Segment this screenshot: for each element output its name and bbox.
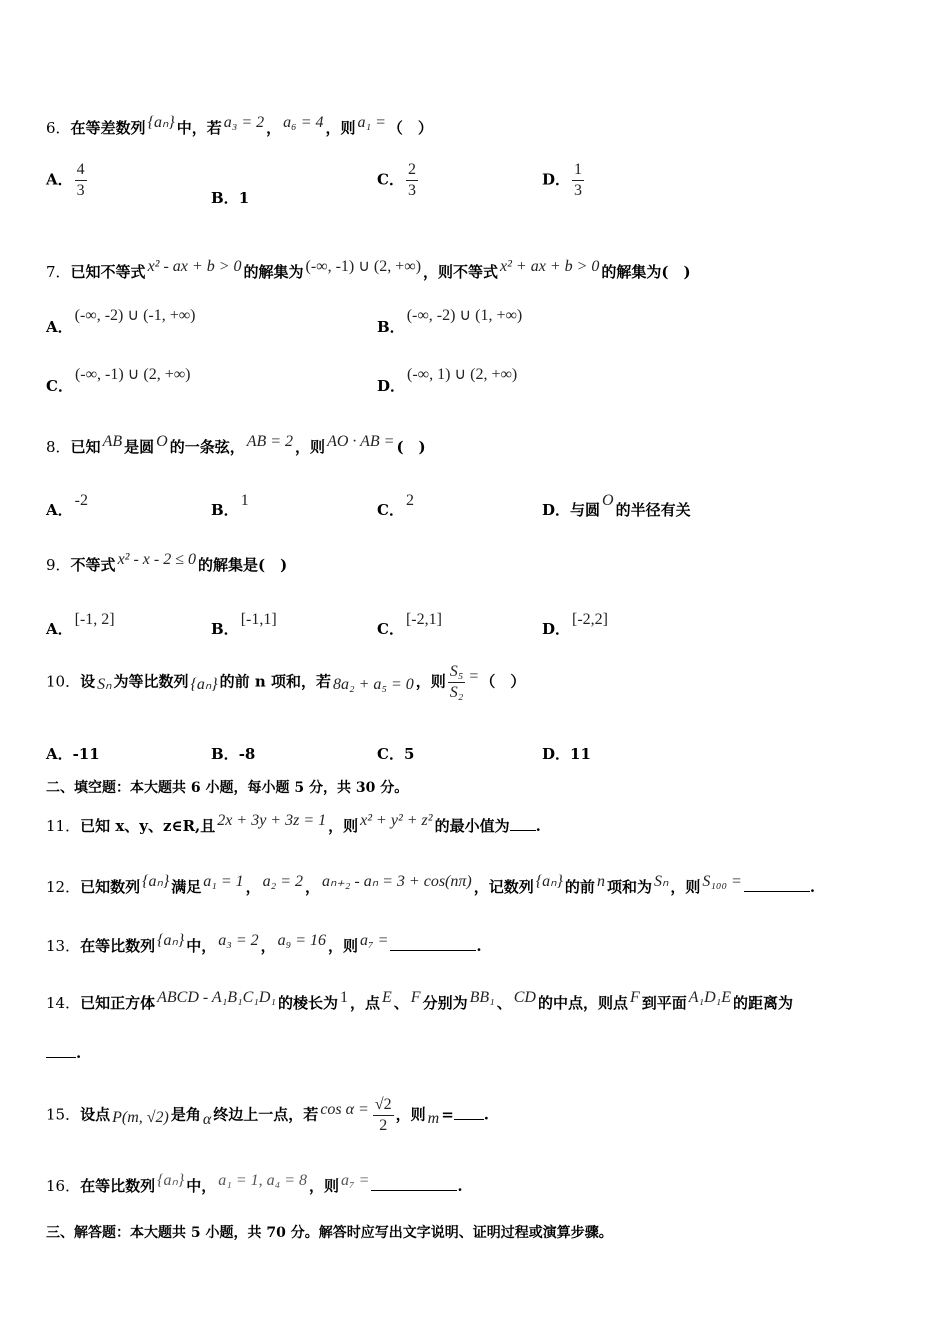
math-expr: a₁ = 1, a₄ = 8 bbox=[218, 1172, 308, 1189]
question-10 bbox=[46, 662, 525, 703]
option-value: -8 bbox=[238, 745, 256, 763]
numerator: S₅ bbox=[448, 662, 466, 683]
math-expr: S₁₀₀ = bbox=[702, 873, 742, 890]
question-13 bbox=[46, 930, 482, 956]
question-text: 中， bbox=[186, 1177, 217, 1195]
question-text: 的棱长为 bbox=[277, 994, 338, 1012]
math-expr: E bbox=[381, 989, 392, 1006]
option-d bbox=[542, 492, 691, 520]
option-b bbox=[377, 305, 524, 337]
option-label: A． bbox=[46, 170, 73, 189]
answer-blank[interactable] bbox=[454, 1105, 484, 1120]
math-expr: BB₁ bbox=[469, 989, 495, 1006]
denominator: S₂ bbox=[449, 684, 464, 701]
math-expr: {aₙ} bbox=[147, 114, 175, 131]
question-text: 设 bbox=[80, 672, 96, 691]
question-text: 在等差数列 bbox=[70, 119, 146, 137]
question-12 bbox=[46, 871, 815, 897]
option-value: 1 bbox=[240, 492, 249, 509]
option-d bbox=[377, 364, 519, 396]
option-b bbox=[211, 611, 279, 639]
denominator: 2 bbox=[379, 1117, 388, 1134]
math-expr: 1 bbox=[339, 989, 348, 1006]
question-text: 终边上一点，若 bbox=[213, 1105, 319, 1124]
option-label: B． bbox=[211, 189, 239, 207]
fraction bbox=[406, 160, 418, 201]
math-expr: ABCD - A₁B₁C₁D₁ bbox=[157, 989, 276, 1006]
math-expr: F bbox=[629, 989, 640, 1006]
question-text: ，点 bbox=[349, 994, 380, 1012]
option-c bbox=[377, 743, 414, 764]
math-expr: cos α = bbox=[320, 1100, 369, 1118]
option-value: 5 bbox=[403, 745, 415, 763]
option-label: C． bbox=[377, 170, 404, 189]
math-expr: a₆ = 4 bbox=[283, 114, 324, 131]
question-text: 已知数列 bbox=[80, 878, 141, 896]
question-text: . bbox=[535, 817, 541, 835]
question-text: 的解集为( ) bbox=[601, 263, 691, 281]
question-text: ，记数列 bbox=[473, 878, 534, 896]
option-value: 2 bbox=[405, 492, 414, 509]
section-heading-problems: 三、解答题：本大题共 5 小题，共 70 分。解答时应写出文字说明、证明过程或演算步骤。 bbox=[46, 1225, 613, 1241]
question-text: ，则 bbox=[309, 1177, 340, 1195]
math-expr: a₉ = 16 bbox=[277, 932, 327, 949]
math-expr: AB bbox=[102, 433, 123, 450]
question-14-continued bbox=[46, 1043, 81, 1062]
option-d bbox=[542, 611, 610, 639]
math-expr: A₁D₁E bbox=[688, 989, 731, 1006]
option-label: A． bbox=[46, 620, 73, 638]
question-text: ，则 bbox=[670, 878, 701, 896]
option-value: 与圆 bbox=[570, 501, 601, 519]
fraction bbox=[572, 160, 584, 201]
option-value: -11 bbox=[72, 745, 100, 763]
math-expr: n bbox=[596, 873, 605, 890]
math-expr: AB = 2 bbox=[246, 433, 294, 450]
question-16 bbox=[46, 1170, 463, 1196]
math-expr: F bbox=[410, 989, 421, 1006]
fraction bbox=[75, 160, 87, 201]
option-b bbox=[211, 492, 251, 520]
question-text: ，则 bbox=[415, 672, 446, 691]
question-text: ， bbox=[305, 878, 321, 896]
question-text: . bbox=[809, 878, 816, 896]
question-text: ， bbox=[260, 937, 276, 955]
option-label: C． bbox=[46, 377, 73, 395]
question-text: = bbox=[441, 1105, 454, 1124]
math-expr: x² + y² + z² bbox=[360, 812, 433, 829]
math-expr: O bbox=[602, 492, 614, 509]
question-text: （ ） bbox=[387, 119, 433, 137]
math-expr: {aₙ} bbox=[157, 932, 185, 949]
question-8 bbox=[46, 433, 426, 457]
option-b bbox=[211, 187, 249, 208]
option-value: (-∞, -1) ∪ (2, +∞) bbox=[74, 366, 191, 383]
question-text: . bbox=[483, 1105, 490, 1124]
question-text: 不等式 bbox=[70, 556, 116, 574]
question-text: ， bbox=[245, 878, 261, 896]
question-11 bbox=[46, 812, 541, 836]
answer-blank[interactable] bbox=[390, 936, 476, 951]
option-value: [-2,2] bbox=[572, 611, 608, 628]
question-text: 为等比数列 bbox=[113, 672, 189, 691]
option-a bbox=[46, 743, 100, 764]
question-text: 是角 bbox=[170, 1105, 201, 1124]
denominator: 3 bbox=[76, 182, 85, 199]
math-expr: a₇ = bbox=[360, 932, 389, 949]
math-expr: Sₙ bbox=[653, 873, 669, 890]
question-text: 的前 bbox=[564, 878, 595, 896]
numerator: 2 bbox=[406, 160, 418, 181]
math-expr: a₃ = 2 bbox=[223, 114, 265, 131]
question-text: ，则 bbox=[328, 937, 359, 955]
question-9 bbox=[46, 551, 287, 575]
option-a bbox=[46, 492, 90, 520]
question-number: 6． bbox=[46, 119, 71, 137]
question-number: 12． bbox=[46, 878, 81, 896]
question-text: 的前 n 项和，若 bbox=[219, 672, 332, 691]
answer-blank[interactable] bbox=[371, 1176, 457, 1191]
option-d bbox=[542, 743, 591, 764]
option-label: D． bbox=[542, 501, 571, 519]
question-text: . bbox=[457, 1177, 463, 1195]
question-text: ， bbox=[266, 119, 282, 137]
option-label: A． bbox=[46, 745, 73, 763]
question-text: 到平面 bbox=[641, 994, 687, 1012]
math-expr: {aₙ} bbox=[157, 1172, 185, 1189]
question-text: 已知 x、y、z∈R,且 bbox=[80, 817, 216, 835]
option-value: 的半径有关 bbox=[615, 501, 691, 519]
math-expr: α bbox=[202, 1110, 212, 1128]
option-label: D． bbox=[542, 170, 571, 189]
math-expr: x² - ax + b > 0 bbox=[147, 258, 242, 275]
question-text: （ ） bbox=[480, 672, 526, 691]
option-a bbox=[46, 305, 197, 337]
option-a bbox=[46, 611, 117, 639]
option-b bbox=[211, 743, 255, 764]
option-label: B． bbox=[211, 501, 239, 519]
option-label: D． bbox=[542, 745, 571, 763]
option-label: B． bbox=[211, 620, 239, 638]
question-text: 设点 bbox=[80, 1105, 111, 1124]
question-text: . bbox=[76, 1044, 82, 1062]
question-text: 已知正方体 bbox=[80, 994, 156, 1012]
question-text: 的解集是( ) bbox=[198, 556, 288, 574]
question-text: . bbox=[476, 937, 482, 955]
question-text: 满足 bbox=[171, 878, 202, 896]
option-c bbox=[46, 364, 192, 396]
question-7 bbox=[46, 256, 691, 282]
question-text: 项和为 bbox=[606, 878, 652, 896]
denominator: 3 bbox=[407, 182, 416, 199]
option-label: D． bbox=[542, 620, 571, 638]
question-number: 16． bbox=[46, 1177, 81, 1195]
question-text: 的中点，则点 bbox=[537, 994, 628, 1012]
question-text: 中，若 bbox=[176, 119, 222, 137]
question-number: 9． bbox=[46, 556, 71, 574]
question-text: 已知 bbox=[70, 438, 101, 456]
question-text: 在等比数列 bbox=[80, 937, 156, 955]
option-value: 1 bbox=[238, 189, 250, 207]
question-text: 已知不等式 bbox=[70, 263, 146, 281]
math-expr: {aₙ} bbox=[142, 873, 170, 890]
question-text: ，则 bbox=[295, 438, 326, 456]
option-value: [-2,1] bbox=[405, 611, 442, 628]
answer-blank[interactable] bbox=[744, 877, 810, 892]
answer-blank[interactable] bbox=[46, 1043, 76, 1058]
numerator: 4 bbox=[75, 160, 87, 181]
math-expr: AO · AB = bbox=[327, 433, 395, 450]
math-expr: Sₙ bbox=[97, 675, 112, 693]
math-expr: a₁ = 1 bbox=[203, 873, 244, 890]
denominator: 3 bbox=[574, 182, 583, 199]
math-expr: 8a₂ + a₅ = 0 bbox=[333, 675, 414, 693]
question-number: 7． bbox=[46, 263, 71, 281]
option-a bbox=[46, 160, 89, 201]
option-c bbox=[377, 492, 416, 520]
math-expr: 2x + 3y + 3z = 1 bbox=[217, 812, 327, 829]
math-expr: a₃ = 2 bbox=[218, 932, 259, 949]
option-c bbox=[377, 160, 420, 201]
option-label: A． bbox=[46, 318, 73, 336]
question-text: 的解集为 bbox=[243, 263, 304, 281]
option-label: A． bbox=[46, 501, 73, 519]
option-value: (-∞, -2) ∪ (-1, +∞) bbox=[74, 307, 196, 324]
question-text: ，则 bbox=[395, 1105, 426, 1124]
option-label: D． bbox=[377, 377, 406, 395]
option-value: 11 bbox=[570, 745, 591, 763]
math-expr: (-∞, -1) ∪ (2, +∞) bbox=[305, 258, 422, 275]
math-expr: m bbox=[427, 1109, 440, 1127]
option-label: B． bbox=[211, 745, 239, 763]
math-expr: O bbox=[156, 433, 168, 450]
math-expr: a₁ = bbox=[357, 114, 386, 131]
option-value: (-∞, -2) ∪ (1, +∞) bbox=[406, 307, 523, 324]
question-text: 分别为 bbox=[422, 994, 468, 1012]
question-text: 的一条弦， bbox=[169, 438, 245, 456]
question-text: ( ) bbox=[396, 438, 426, 456]
math-expr: a₇ = bbox=[341, 1172, 370, 1189]
question-text: ，则 bbox=[328, 817, 359, 835]
numerator: 1 bbox=[572, 160, 584, 181]
question-14 bbox=[46, 989, 793, 1013]
math-expr: x² + ax + b > 0 bbox=[500, 258, 600, 275]
option-label: C． bbox=[377, 620, 404, 638]
option-value: [-1,1] bbox=[240, 611, 277, 628]
option-c bbox=[377, 611, 444, 639]
question-text: 中， bbox=[186, 937, 217, 955]
question-text: 、 bbox=[496, 994, 512, 1012]
option-value: [-1, 2] bbox=[74, 611, 115, 628]
question-number: 11． bbox=[46, 817, 81, 835]
question-number: 8． bbox=[46, 438, 71, 456]
question-text: 在等比数列 bbox=[80, 1177, 156, 1195]
question-text: 是圆 bbox=[124, 438, 155, 456]
question-text: 的最小值为 bbox=[434, 817, 510, 835]
math-expr: CD bbox=[513, 989, 536, 1006]
question-number: 14． bbox=[46, 994, 81, 1012]
section-heading-fill-in: 二、填空题：本大题共 6 小题，每小题 5 分，共 30 分。 bbox=[46, 780, 409, 796]
option-label: B． bbox=[377, 318, 405, 336]
question-number: 15． bbox=[46, 1105, 81, 1124]
math-expr: {aₙ} bbox=[535, 873, 563, 890]
math-expr: P(m, √2) bbox=[112, 1108, 169, 1126]
math-expr: a₂ = 2 bbox=[262, 873, 304, 890]
question-text: ，则不等式 bbox=[423, 263, 499, 281]
question-text: 的距离为 bbox=[732, 994, 793, 1012]
option-d bbox=[542, 160, 586, 201]
question-6 bbox=[46, 112, 433, 138]
option-label: C． bbox=[377, 745, 404, 763]
question-15 bbox=[46, 1095, 489, 1136]
question-text: ，则 bbox=[325, 119, 356, 137]
option-label: C． bbox=[377, 501, 404, 519]
option-value: (-∞, 1) ∪ (2, +∞) bbox=[407, 366, 518, 383]
question-number: 13． bbox=[46, 937, 81, 955]
math-expr: x² - x - 2 ≤ 0 bbox=[117, 551, 196, 568]
option-value: -2 bbox=[74, 492, 88, 509]
fraction bbox=[448, 662, 466, 703]
fraction bbox=[373, 1095, 394, 1136]
question-text: 、 bbox=[393, 994, 409, 1012]
math-expr: {aₙ} bbox=[190, 675, 218, 693]
answer-blank[interactable] bbox=[510, 816, 536, 831]
numerator: √2 bbox=[373, 1095, 394, 1116]
math-expr: aₙ₊₂ - aₙ = 3 + cos(nπ) bbox=[322, 873, 472, 890]
math-expr: = bbox=[469, 667, 479, 685]
question-number: 10． bbox=[46, 672, 81, 691]
